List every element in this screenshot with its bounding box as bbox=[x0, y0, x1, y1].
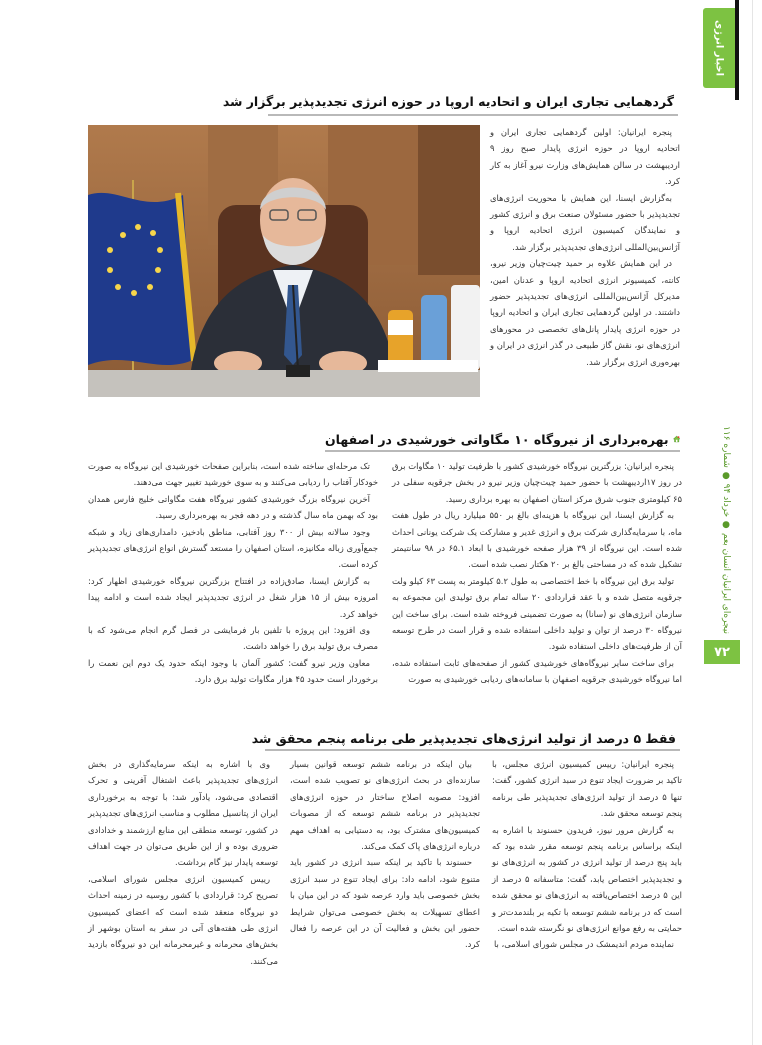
paragraph: در این همایش علاوه بر حمید چیت‌چیان وزیر نیرو، کانته، کمیسیونر انرژی اتحادیه اروپا و عدنان امین، مدیرکل آژانس‌بین‌المللی انرژی‌های تجدیدپذیر حضور داشتند. در اولین گردهمایی تجاری ایران و اتحادیه اروپا در حوزه انرژی پایدار پانل‌های تخصصی در محورهای انرژی‌های نو، نقش گاز طبیعی در گذر انرژی در ایران و بهره‌وری انرژی برگزار شد. bbox=[490, 258, 680, 367]
paragraph: وی افزود: این پروژه با تلفین بار فرمایشی در فصل گرم انجام می‌شود که با مصرف برق تولید برق را خواهد داشت. bbox=[88, 625, 378, 652]
heading-rule bbox=[265, 749, 680, 751]
article-1-photo bbox=[88, 125, 480, 397]
article-2-col-left bbox=[88, 458, 378, 688]
article-2-headline: بهره‌برداری از نیروگاه ۱۰ مگاواتی خورشیدی در اصفهان bbox=[325, 431, 669, 447]
article-2-heading bbox=[325, 428, 680, 450]
paragraph: به گزارش ایسنا، صادق‌زاده در افتتاح بزرگترین نیروگاه خورشیدی اظهار کرد: امروزه بیش از ۱۵ هزار شغل در انرژی تجدیدپذیر ایجاد شده است و ادامه پیدا خواهد کرد. bbox=[88, 575, 378, 619]
paragraph: پنجره ایرانیان: بزرگترین نیروگاه خورشیدی کشور با ظرفیت تولید ۱۰ مگاوات برق در روز ۱۷اردیبهشت با حضور حمید چیت‌چیان وزیر نیرو در بخش جرقویه سفلی در ۶۵ کیلومتری جنوب شرق مرکز استان اصفهان به بهره برداری رسید. bbox=[392, 461, 682, 504]
article-1-body bbox=[490, 124, 680, 370]
paragraph: رییس کمیسیون انرژی مجلس شورای اسلامی، تصریح کرد: قراردادی با کشور روسیه در زمینه احداث دو نیروگاه منعقد شده است که اعضای کمیسیون انرژی طی هفته‌های آتی در سفر به استان بوشهر از بخش‌های محرمانه و غیرمحرمانه این دو نیروگاه بازدید می‌کنند. bbox=[88, 873, 278, 966]
article-3-col-middle bbox=[290, 756, 480, 953]
article-1-heading bbox=[222, 90, 678, 112]
article-3-headline: فقط ۵ درصد از تولید انرژی‌های تجدیدپذیر طی برنامه پنجم محقق شد bbox=[251, 730, 676, 746]
section-tab-label: اخبار انرژی bbox=[713, 19, 725, 77]
paragraph: تک مرحله‌ای ساخته شده است، بنابراین صفحات خورشیدی این نیروگاه به صورت خودکار آفتاب را ردیابی می‌کنند و به سوی خورشید تغییر جهت می‌دهند. bbox=[88, 461, 378, 488]
paragraph: برای ساخت سایر نیروگاه‌های خورشیدی کشور از صفحه‌های ثابت استفاده شده، اما نیروگاه خورشیدی جرقویه اصفهان با سامانه‌های ردیابی خورشیدی به صورت bbox=[392, 657, 682, 685]
heading-rule bbox=[325, 450, 680, 452]
paragraph: به گزارش ایسنا، این نیروگاه با هزینه‌ای بالغ بر ۵۵۰ میلیارد ریال در طول هفت ماه، با سرمایه‌گذاری شرکت برق و انرژی غدیر و مشارکت یک شرکت یونانی احداث شده است. این نیروگاه از ۳۹ هزار صفحه خورشیدی با ابعاد ۶۵.۱ در ۹۸ سانتیمتر تشکیل شده که در مساحتی بالغ بر ۲۰ هکتار نصب شده است. bbox=[392, 510, 682, 570]
page-number: ۷۲ bbox=[704, 640, 740, 664]
paragraph: به‌گزارش ایسنا، این همایش با محوریت انرژی‌های تجدیدپذیر با حضور مسئولان صنعت برق و انرژی کشور و نمایندگان کمیسیون انرژی اتحادیه اروپا و آژانس‌بین‌المللی انرژی‌های تجدیدپذیر برگزار شد. bbox=[490, 192, 680, 252]
paragraph: نماینده مردم اندیمشک در مجلس شورای اسلامی، با bbox=[494, 939, 674, 950]
article-3-col-left bbox=[88, 756, 278, 969]
article-2-col-right bbox=[392, 458, 682, 688]
conference-photo bbox=[88, 125, 480, 397]
paragraph: پنجره ایرانیان: رییس کمیسیون انرژی مجلس، با تاکید بر ضرورت ایجاد تنوع در سبد انرژی کشور، گفت: تنها ۵ درصد از تولید انرژی‌های تجدیدپذیر طی برنامه پنجم توسعه محقق شد. bbox=[492, 759, 682, 819]
paragraph: وجود سالانه بیش از ۳۰۰ روز آفتابی، مناطق بادخیز، دامداری‌های زیاد و شبکه جمع‌آوری زباله مکانیزه، استان اصفهان را مستعد گسترش انواع انرژی‌های تجدیدپذیر کرده است. bbox=[88, 526, 378, 570]
paragraph: حسنوند با تاکید بر اینکه سبد انرژی در کشور باید متنوع شود، ادامه داد: برای ایجاد تنوع در سبد انرژی بخش خصوصی باید وارد عرصه شود که در این میان با اعطای تسهیلات به بخش خصوصی می‌توان شرایط حضور این بخش و فعالیت آن در این عرصه را فعال کرد. bbox=[290, 857, 480, 950]
paragraph: معاون وزیر نیرو گفت: کشور آلمان با وجود اینکه حدود یک دوم این نعمت را برخوردار است حدود ۴۵ هزار مگاوات تولید برق دارد. bbox=[88, 657, 378, 685]
paragraph: وی با اشاره به اینکه سرمایه‌گذاری در بخش انرژی‌های تجدیدپذیر باعث اشتغال آفرینی و تحرک اقتصادی می‌شود، یادآور شد: با توجه به برخورداری ایران از پتانسیل مطلوب و مناسب انرژی‌های تجدیدپذیر در کشور، توسعه منطقی این منابع ارزشمند و خدادادی ضروری بوده و از این طریق می‌توان در جهت اهداف توسعه پایدار نیز گام برداشت. bbox=[88, 759, 278, 868]
home-icon bbox=[673, 430, 680, 448]
heading-rule bbox=[268, 114, 678, 116]
issue-info: نیجره‌ای ایرانیان انسان بعم ● خرداد ۹۴ ● شماره ۱۱۶ bbox=[721, 425, 731, 635]
paragraph: پنجره ایرانیان: اولین گردهمایی تجاری ایران و اتحادیه اروپا در حوزه انرژی پایدار صبح روز ۹ اردیبهشت در سالن همایش‌های وزارت نیرو آغاز به کار کرد. bbox=[490, 127, 680, 187]
paragraph: تولید برق این نیروگاه با خط اختصاصی به طول ۵.۲ کیلومتر به پست ۶۳ کیلو ولت جرقویه متصل شده و با عقد قراردادی ۲۰ ساله تمام برق تولیدی این مجموعه به سازمان انرژی‌های نو (سانا) به صورت تضمینی فروخته شده است. برای ساخت این نیروگاه ۳۰ درصد از توان و تولید داخلی استفاده شده و قرار است در طرح توسعه آن از ظرفیت‌های داخلی استفاده شود. bbox=[392, 575, 682, 652]
side-black-bar bbox=[735, 0, 739, 100]
paragraph: بیان اینکه در برنامه ششم توسعه قوانین بسیار سازنده‌ای در بحث انرژی‌های نو تصویب شده است، افزود: مصوبه اصلاح ساختار در حوزه انرژی‌های تجدیدپذیر در برنامه ششم توسعه که از مصوبات کمیسیون‌های مشترک بود، به دستیابی به اهداف مهم درباره انرژی‌های پاک کمک می‌کند. bbox=[290, 759, 480, 852]
page-edge-rule bbox=[752, 0, 753, 1045]
paragraph: آخرین نیروگاه بزرگ خورشیدی کشور نیروگاه هفت مگاواتی خلیج فارس همدان بود که بهمن ماه سال گذشته و در دهه فجر به بهره‌برداری رسید. bbox=[88, 493, 378, 521]
article-3-col-right bbox=[492, 756, 682, 953]
paragraph: به گزارش مرور نیوز، فریدون حسنوند با اشاره به اینکه براساس برنامه پنجم توسعه مقرر شده بود که باید پنج درصد از تولید انرژی در کشور به انرژی‌های نو و تجدیدپذیر اختصاص یابد، گفت: متاسفانه ۵ درصد از این ۵ درصد اختصاص‌یافته به انرژی‌های نو محقق شده است که در برنامه ششم توسعه با تکیه بر بلندمدت‌تر و حمایتی به رفع موانع انرژی‌های نو نگرسته شده است. bbox=[492, 824, 682, 934]
article-3-heading bbox=[251, 727, 680, 749]
article-1-headline: گردهمایی تجاری ایران و اتحادیه اروپا در حوزه انرژی تجدیدپذیر برگزار شد bbox=[222, 93, 674, 109]
